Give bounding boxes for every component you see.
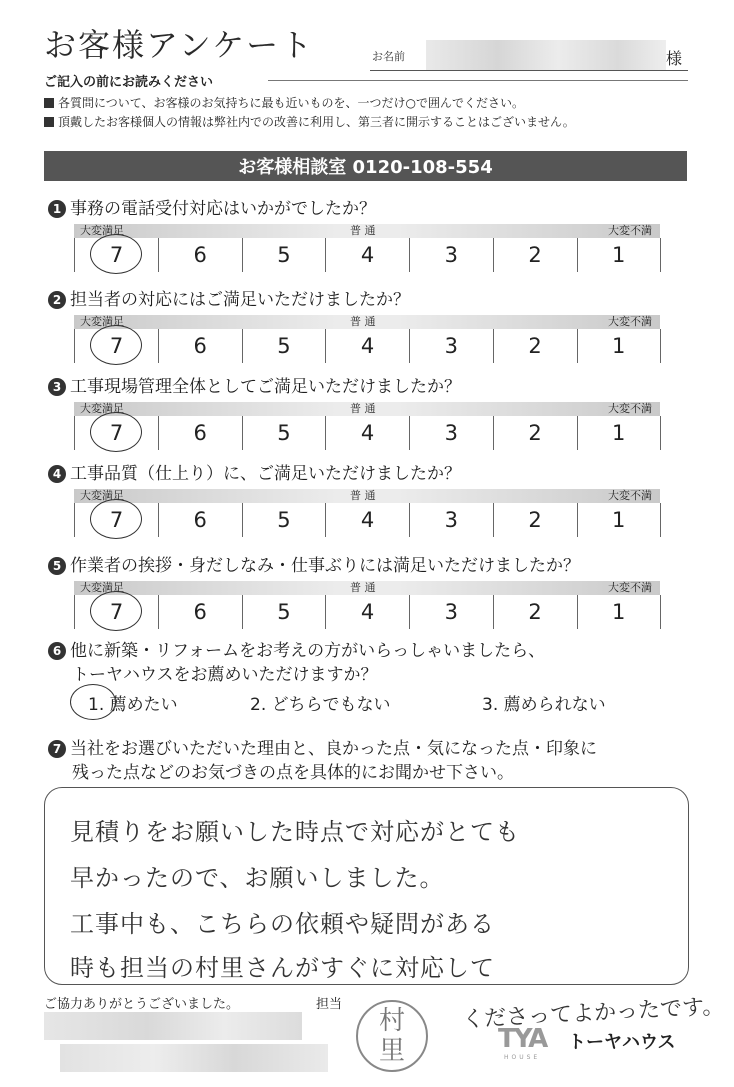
privacy-note: 頂戴したお客様個人の情報は弊社内での改善に利用し、第三者に開示することはございません。: [44, 113, 575, 130]
rating-option-3[interactable]: 3: [410, 595, 494, 629]
rating-option-3[interactable]: 3: [410, 503, 494, 537]
scale-high-label: 大変満足: [80, 402, 124, 415]
rating-option-7[interactable]: 7: [75, 416, 159, 450]
question-number-icon: 2: [48, 291, 66, 309]
read-first-heading: ご記入の前にお読みください: [44, 75, 214, 90]
handwritten-line: 見積りをお願いした時点で対応がとても: [70, 818, 520, 846]
rating-option-6[interactable]: 6: [159, 416, 243, 450]
answer-circle-mark: [90, 234, 142, 274]
rating-scale: [74, 489, 660, 539]
question-number-icon: 5: [48, 557, 66, 575]
rating-cells: [74, 238, 661, 272]
rating-option-2[interactable]: 2: [494, 595, 578, 629]
company-name: トーヤハウス: [568, 1032, 676, 1053]
redacted-area: [44, 1012, 302, 1040]
scale-mid-label: 普 通: [350, 489, 376, 502]
question-2: [48, 285, 410, 310]
rating-option-4[interactable]: 4: [326, 329, 410, 363]
rating-option-5[interactable]: 5: [242, 329, 326, 363]
handwritten-line: 早かったので、お願いしました。: [70, 864, 445, 892]
rating-cells: [74, 329, 661, 363]
rating-option-1[interactable]: 1: [577, 329, 661, 363]
question-text: 事務の電話受付対応はいかがでしたか？: [70, 199, 376, 219]
question-number-icon: 4: [48, 465, 66, 483]
rating-cells: [74, 595, 661, 629]
square-bullet-icon: [44, 117, 54, 127]
logo-subtext: HOUSE: [504, 1054, 541, 1061]
rating-option-1[interactable]: 1: [577, 503, 661, 537]
scale-low-label: 大変不満: [608, 489, 652, 502]
survey-title: お客様アンケート: [44, 26, 315, 64]
rating-option-2[interactable]: 2: [494, 329, 578, 363]
question-6-line2: トーヤハウスをお薦めいただけますか？: [72, 665, 378, 685]
rating-option-5[interactable]: 5: [242, 503, 326, 537]
question-6: 6 他に新築・リフォームをお考えの方がいらっしゃいましたら、: [48, 636, 545, 661]
rating-option-7[interactable]: 7: [75, 595, 159, 629]
rating-option-5[interactable]: 5: [242, 595, 326, 629]
handwritten-line: 時も担当の村里さんがすぐに対応して: [70, 954, 495, 982]
rating-option-1[interactable]: 1: [577, 238, 661, 272]
rating-option-2[interactable]: 2: [494, 503, 578, 537]
rating-option-6[interactable]: 6: [159, 595, 243, 629]
rating-option-6[interactable]: 6: [159, 503, 243, 537]
scale-high-label: 大変満足: [80, 581, 124, 594]
answer-circle-mark: [90, 325, 142, 365]
rating-option-4[interactable]: 4: [326, 503, 410, 537]
scale-mid-label: 普 通: [350, 224, 376, 237]
answer-circle-mark: [70, 684, 116, 720]
rating-cells: [74, 503, 661, 537]
staff-label: 担当: [316, 997, 343, 1012]
question-text: 担当者の対応にはご満足いただけましたか？: [70, 290, 410, 310]
question-1: [48, 194, 376, 219]
honorific-label: 様: [666, 49, 683, 68]
company-logo: [498, 1024, 688, 1064]
rating-option-5[interactable]: 5: [242, 416, 326, 450]
thanks-message: ご協力ありがとうございました。: [44, 997, 240, 1012]
rating-scale: [74, 224, 660, 274]
rating-scale: [74, 581, 660, 631]
question-number-icon: 3: [48, 378, 66, 396]
handwritten-line: 工事中も、こちらの依頼や疑問がある: [70, 910, 495, 938]
question-number-icon: 1: [48, 200, 66, 218]
rating-option-7[interactable]: 7: [75, 238, 159, 272]
recommend-option-3[interactable]: 3. 薦められない: [482, 695, 606, 715]
question-text: 工事品質（仕上り）に、ご満足いただけましたか？: [70, 464, 461, 484]
redacted-area: [60, 1044, 328, 1072]
name-redacted: [426, 40, 666, 70]
scale-low-label: 大変不満: [608, 581, 652, 594]
rating-option-4[interactable]: 4: [326, 416, 410, 450]
question-text: 工事現場管理全体としてご満足いただけましたか？: [70, 377, 461, 397]
scale-high-label: 大変満足: [80, 224, 124, 237]
question-7-line2: 残った点などのお気づきの点を具体的にお聞かせ下さい。: [72, 763, 514, 783]
rating-option-5[interactable]: 5: [242, 238, 326, 272]
answer-circle-mark: [90, 412, 142, 452]
rating-option-2[interactable]: 2: [494, 416, 578, 450]
scale-high-label: 大変満足: [80, 489, 124, 502]
rating-option-7[interactable]: 7: [75, 503, 159, 537]
question-7: 7 当社をお選びいただいた理由と、良かった点・気になった点・印象に: [48, 734, 597, 759]
rating-option-3[interactable]: 3: [410, 416, 494, 450]
name-underline: [370, 70, 688, 71]
answer-circle-mark: [90, 499, 142, 539]
question-number-icon: 7: [48, 740, 66, 758]
question-4: [48, 459, 461, 484]
question-text: 作業者の挨拶・身だしなみ・仕事ぶりには満足いただけましたか？: [70, 556, 580, 576]
scale-low-label: 大変不満: [608, 402, 652, 415]
answer-circle-mark: [90, 591, 142, 631]
rating-option-4[interactable]: 4: [326, 595, 410, 629]
rating-option-1[interactable]: 1: [577, 595, 661, 629]
name-label: お名前: [372, 50, 405, 63]
rating-scale: [74, 315, 660, 365]
rating-option-4[interactable]: 4: [326, 238, 410, 272]
question-number-icon: 6: [48, 642, 66, 660]
rating-option-1[interactable]: 1: [577, 416, 661, 450]
scale-low-label: 大変不満: [608, 224, 652, 237]
scale-high-label: 大変満足: [80, 315, 124, 328]
handwritten-tail: くださってよかったです。: [461, 994, 725, 1033]
scale-low-label: 大変不満: [608, 315, 652, 328]
question-3: [48, 372, 461, 397]
rating-option-7[interactable]: 7: [75, 329, 159, 363]
recommend-option-2[interactable]: 2. どちらでもない: [250, 695, 391, 715]
logo-mark-icon: TYA: [498, 1024, 547, 1054]
heading-rule: [268, 80, 688, 81]
rating-option-2[interactable]: 2: [494, 238, 578, 272]
rating-scale: [74, 402, 660, 452]
scale-mid-label: 普 通: [350, 581, 376, 594]
scale-mid-label: 普 通: [350, 315, 376, 328]
rating-option-3[interactable]: 3: [410, 238, 494, 272]
square-bullet-icon: [44, 98, 54, 108]
rating-option-6[interactable]: 6: [159, 238, 243, 272]
recommend-option-1[interactable]: 1. 薦めたい: [88, 695, 178, 715]
rating-cells: [74, 416, 661, 450]
customer-support-banner: お客様相談室 0120-108-554: [44, 151, 687, 181]
rating-option-6[interactable]: 6: [159, 329, 243, 363]
staff-seal-stamp: 村 里: [356, 1000, 428, 1072]
rating-option-3[interactable]: 3: [410, 329, 494, 363]
scale-mid-label: 普 通: [350, 402, 376, 415]
instruction-note: 各質問について、お客様のお気持ちに最も近いものを、一つだけ○で囲んでください。: [44, 94, 524, 111]
question-5: [48, 551, 580, 576]
